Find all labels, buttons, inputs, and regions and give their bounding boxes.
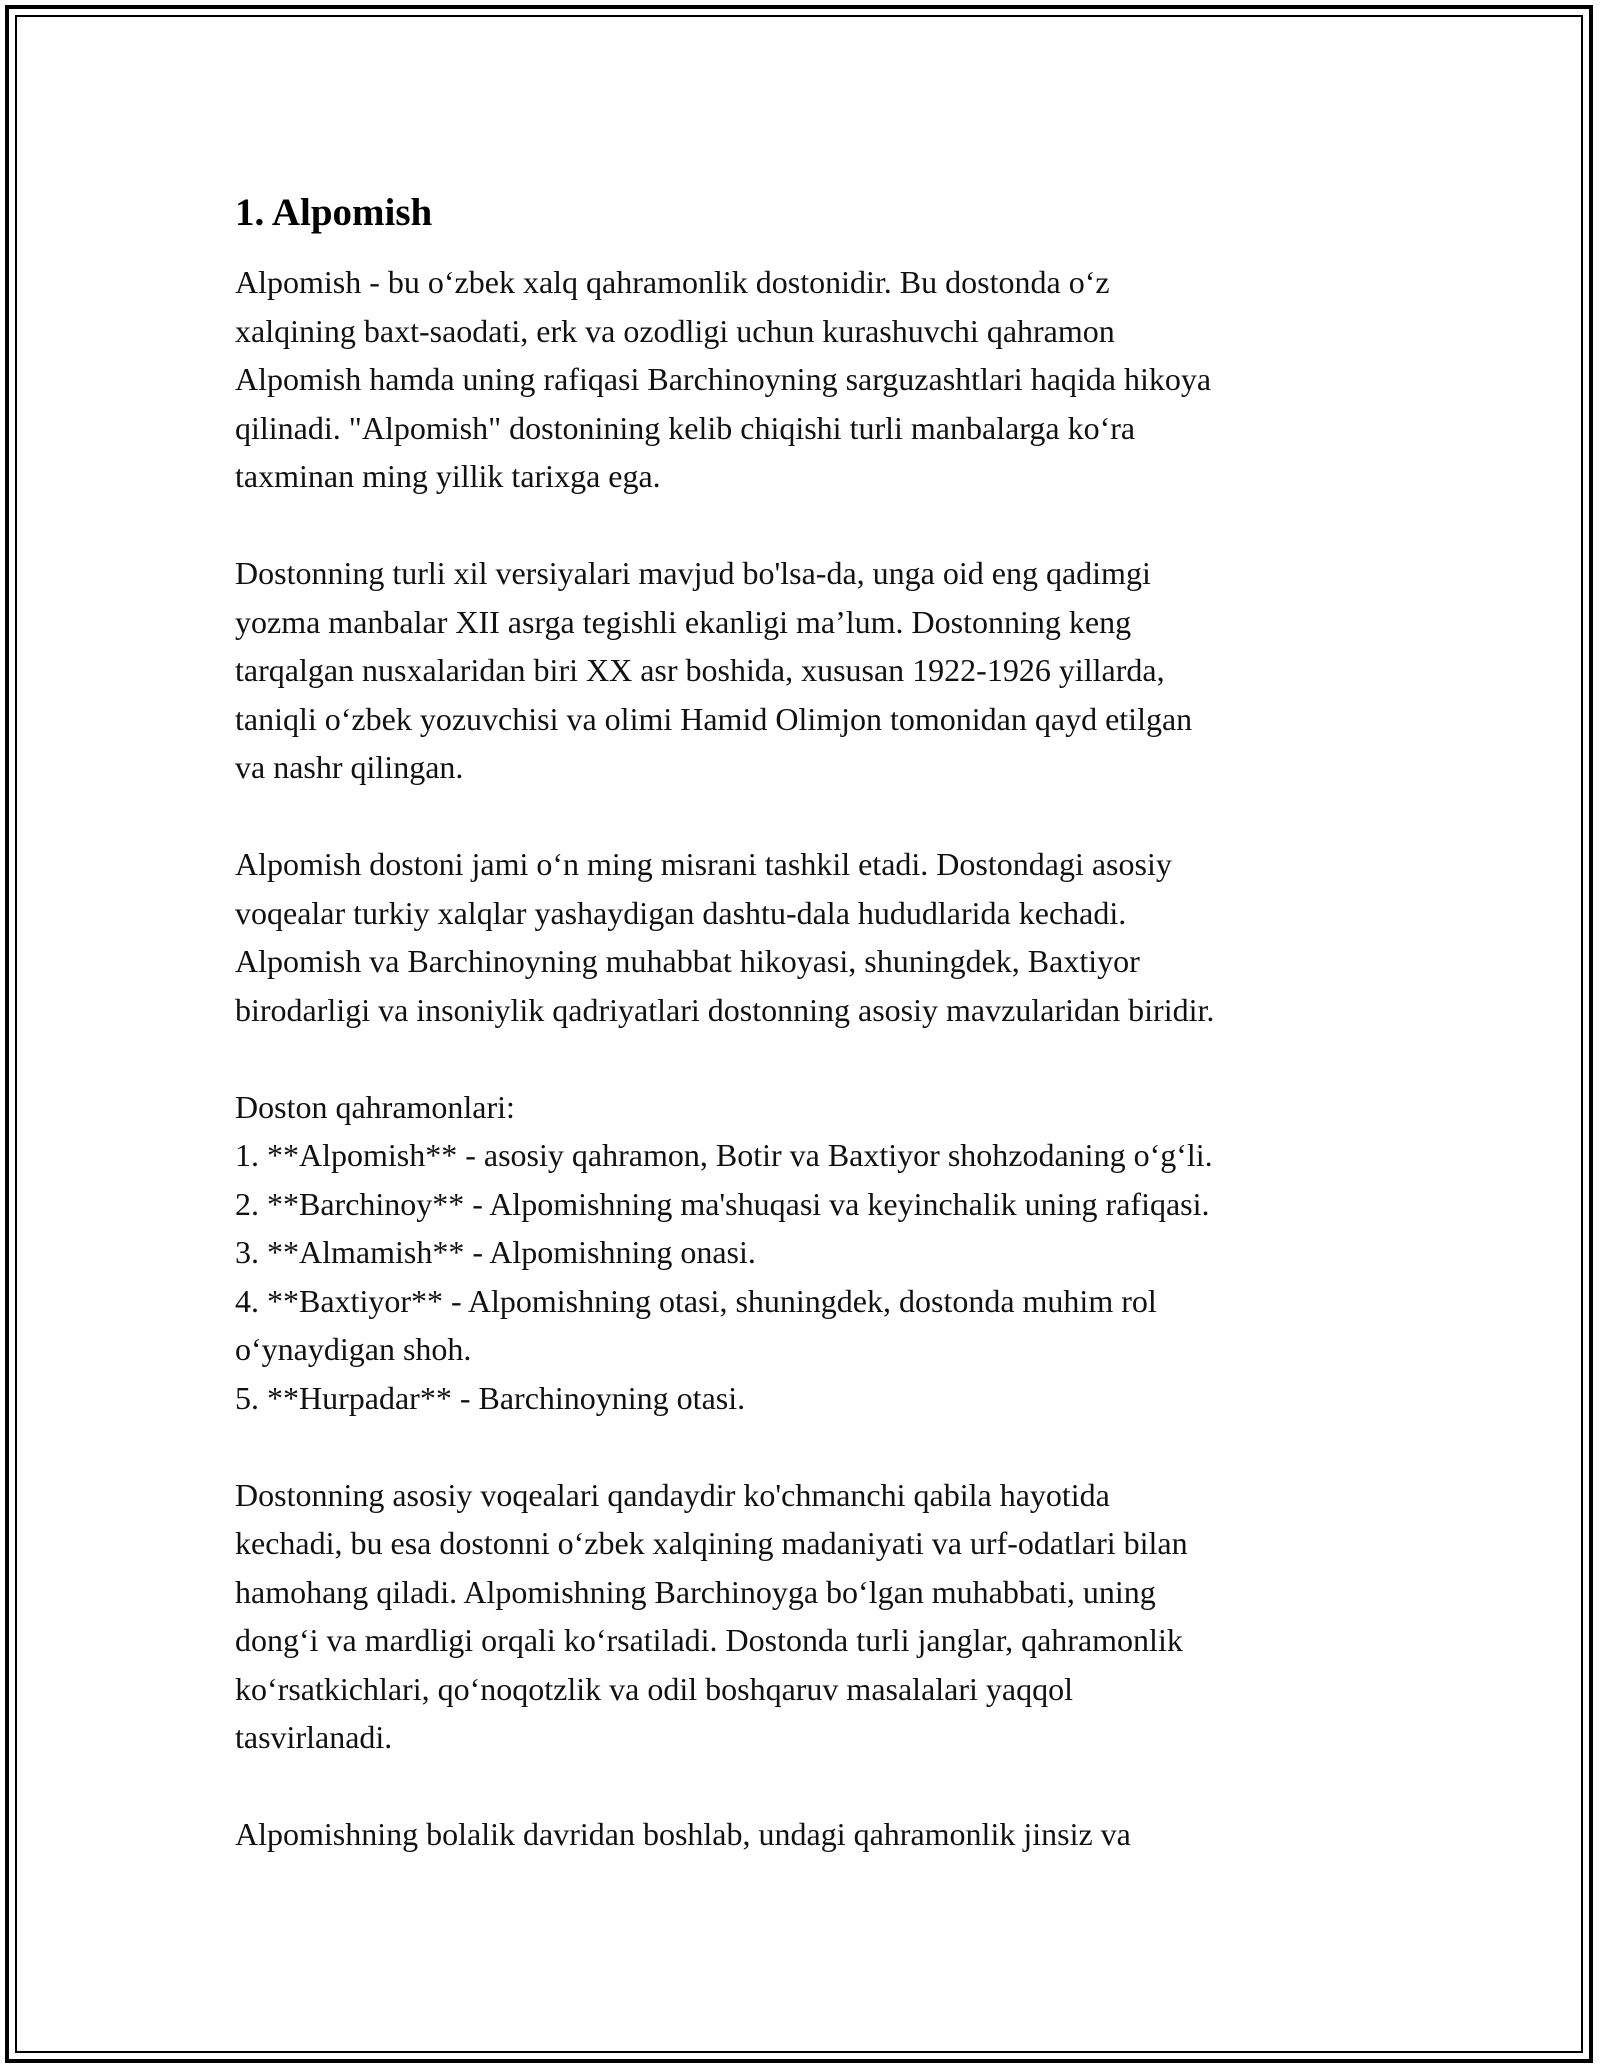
text-line: yozma manbalar XII asrga tegishli ekanligi ma’lum. Dostonning keng — [235, 603, 1132, 640]
text-line: 5. **Hurpadar** - Barchinoyning otasi. — [235, 1379, 746, 1416]
text-line: kechadi, bu esa dostonni o‘zbek xalqining madaniyati va urf-odatlari bilan — [235, 1525, 1188, 1561]
section-heading: 1. Alpomish — [235, 191, 433, 234]
text-line: voqealar turkiy xalqlar yashaydigan dashtu-dala hududlarida kechadi. — [235, 894, 1127, 931]
paragraph — [235, 1810, 1375, 1859]
text-line: xalqining baxt-saodati, erk va ozodligi uchun kurashuvchi qahramon — [235, 312, 1115, 349]
paragraph — [235, 1083, 1375, 1423]
paragraph — [235, 840, 1375, 1034]
text-line: Alpomish - bu o‘zbek xalq qahramonlik dostonidir. Bu dostonda o‘z — [235, 264, 1110, 300]
text-line: Doston qahramonlari: — [235, 1088, 515, 1125]
text-line: hamohang qiladi. Alpomishning Barchinoyga bo‘lgan muhabbati, uning — [235, 1573, 1156, 1610]
text-line: Dostonning turli xil versiyalari mavjud bo'lsa-da, unga oid eng qadimgi — [235, 555, 1151, 591]
text-line: tasvirlanadi. — [235, 1719, 393, 1755]
text-line: Alpomish hamda uning rafiqasi Barchinoyning sarguzashtlari haqida hikoya — [235, 361, 1212, 397]
text-line: taniqli o‘zbek yozuvchisi va olimi Hamid Olimjon tomonidan qayd etilgan — [235, 700, 1193, 737]
text-line: birodarligi va insoniylik qadriyatlari dostonning asosiy mavzularidan biridir. — [235, 991, 1215, 1028]
text-line: 3. **Almamish** - Alpomishning onasi. — [235, 1234, 756, 1270]
text-line: 4. **Baxtiyor** - Alpomishning otasi, shuningdek, dostonda muhim rol — [235, 1282, 1157, 1319]
text-line: ko‘rsatkichlari, qo‘noqotzlik va odil boshqaruv masalalari yaqqol — [235, 1670, 1073, 1707]
text-line: qilinadi. "Alpomish" dostonining kelib chiqishi turli manbalarga ko‘ra — [235, 409, 1136, 446]
text-line: taxminan ming yillik tarixga ega. — [235, 458, 661, 494]
text-line: va nashr qilingan. — [235, 749, 464, 785]
paragraph-list — [235, 258, 1375, 1859]
text-line: Dostonning asosiy voqealari qandaydir ko'chmanchi qabila hayotida — [235, 1476, 1110, 1513]
text-line: 2. **Barchinoy** - Alpomishning ma'shuqasi va keyinchalik uning rafiqasi. — [235, 1185, 1210, 1222]
text-line: 1. **Alpomish** - asosiy qahramon, Botir va Baxtiyor shohzodaning o‘g‘li. — [235, 1137, 1213, 1173]
text-line: Alpomishning bolalik davridan boshlab, undagi qahramonlik jinsiz va — [235, 1816, 1131, 1852]
paragraph — [235, 1471, 1375, 1762]
paragraph — [235, 258, 1375, 501]
text-line: dong‘i va mardligi orqali ko‘rsatiladi. Dostonda turli janglar, qahramonlik — [235, 1622, 1183, 1658]
text-line: Alpomish dostoni jami o‘n ming misrani tashkil etadi. Dostondagi asosiy — [235, 846, 1172, 882]
document-body — [235, 188, 1375, 1907]
text-line: o‘ynaydigan shoh. — [235, 1331, 472, 1367]
text-line: Alpomish va Barchinoyning muhabbat hikoyasi, shuningdek, Baxtiyor — [235, 943, 1140, 979]
text-line: tarqalgan nusxalaridan biri XX asr boshida, xususan 1922-1926 yillarda, — [235, 652, 1165, 688]
paragraph — [235, 549, 1375, 792]
